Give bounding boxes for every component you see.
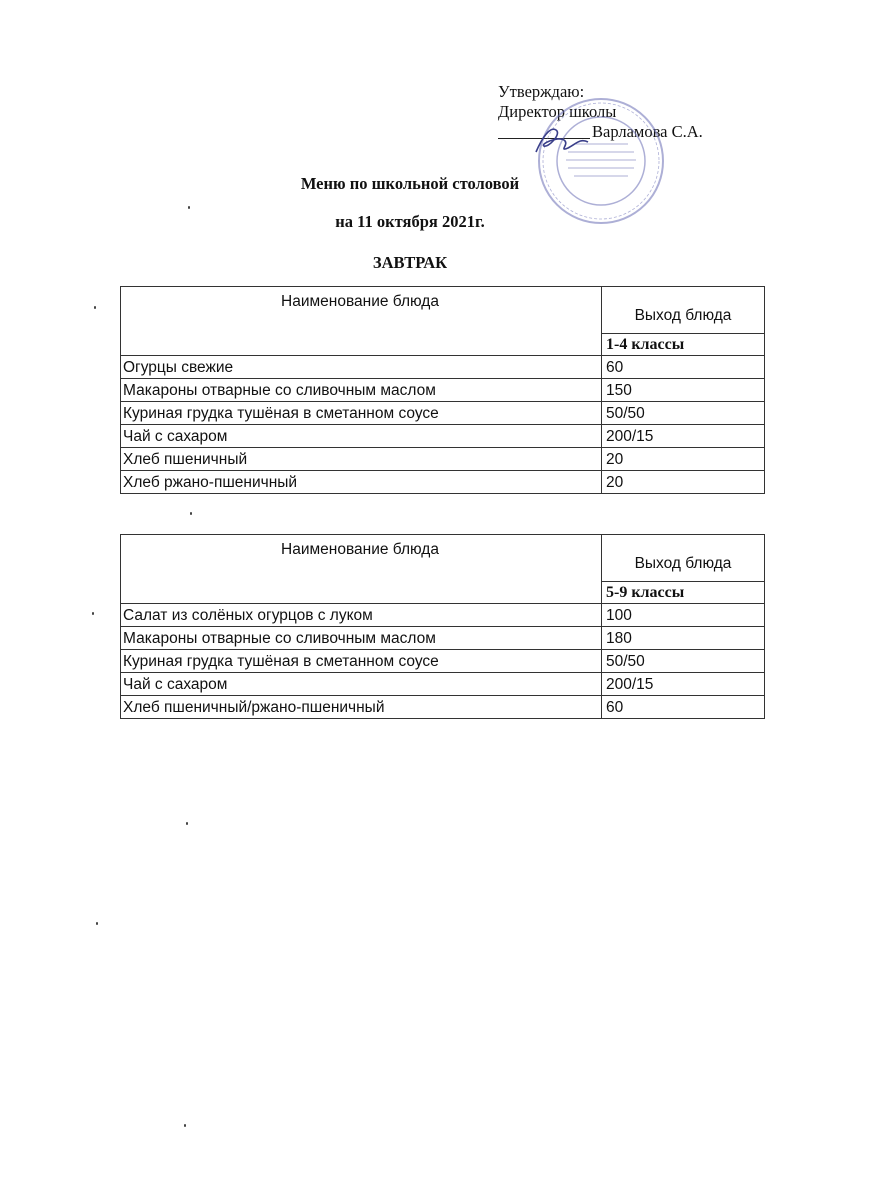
menu-title: Меню по школьной столовой <box>300 174 520 193</box>
table-row <box>121 696 765 719</box>
table-header-row <box>121 535 765 582</box>
table-row <box>121 604 765 627</box>
dish-name: Макароны отварные со сливочным маслом <box>121 627 602 650</box>
dish-yield: 20 <box>602 448 765 471</box>
scan-speck <box>186 822 188 825</box>
scan-speck <box>92 612 94 615</box>
dish-yield: 50/50 <box>602 650 765 673</box>
menu-date: на 11 октября 2021г. <box>335 212 485 231</box>
dish-yield: 180 <box>602 627 765 650</box>
dish-yield: 200/15 <box>602 425 765 448</box>
menu-table-5-9 <box>120 534 765 719</box>
director-signature <box>528 118 598 162</box>
dish-yield: 60 <box>602 356 765 379</box>
dish-yield: 150 <box>602 379 765 402</box>
col-header-yield: Выход блюда <box>602 535 765 582</box>
col-header-yield: Выход блюда <box>602 287 765 334</box>
dish-yield: 20 <box>602 471 765 494</box>
dish-name: Чай с сахаром <box>121 673 602 696</box>
class-group-label: 1-4 классы <box>602 334 765 356</box>
scan-speck <box>96 922 98 925</box>
table-row <box>121 471 765 494</box>
dish-name: Хлеб пшеничный/ржано-пшеничный <box>121 696 602 719</box>
table-row <box>121 425 765 448</box>
dish-name: Салат из солёных огурцов с луком <box>121 604 602 627</box>
table-body <box>121 604 765 719</box>
dish-name: Хлеб ржано-пшеничный <box>121 471 602 494</box>
dish-name: Чай с сахаром <box>121 425 602 448</box>
table-row <box>121 379 765 402</box>
scan-speck <box>188 206 190 209</box>
approval-line1: Утверждаю: <box>498 82 585 101</box>
class-group-label: 5-9 классы <box>602 582 765 604</box>
dish-yield: 200/15 <box>602 673 765 696</box>
dish-name: Хлеб пшеничный <box>121 448 602 471</box>
col-header-name: Наименование блюда <box>121 287 602 356</box>
dish-yield: 60 <box>602 696 765 719</box>
col-header-name: Наименование блюда <box>121 535 602 604</box>
table-header-row <box>121 287 765 334</box>
dish-name: Макароны отварные со сливочным маслом <box>121 379 602 402</box>
menu-table-1-4 <box>120 286 765 494</box>
scan-speck <box>94 306 96 309</box>
approval-line3: Варламова С.А. <box>592 122 703 141</box>
approval-line2: Директор школы <box>498 102 617 121</box>
dish-name: Куриная грудка тушёная в сметанном соусе <box>121 650 602 673</box>
table-row <box>121 627 765 650</box>
table-row <box>121 448 765 471</box>
meal-title: ЗАВТРАК <box>372 253 448 272</box>
table-row <box>121 673 765 696</box>
table-row <box>121 402 765 425</box>
table-row <box>121 650 765 673</box>
scan-speck <box>190 512 192 515</box>
table-body <box>121 356 765 494</box>
scan-speck <box>184 1124 186 1127</box>
table-row <box>121 356 765 379</box>
dish-yield: 100 <box>602 604 765 627</box>
dish-name: Огурцы свежие <box>121 356 602 379</box>
dish-yield: 50/50 <box>602 402 765 425</box>
dish-name: Куриная грудка тушёная в сметанном соусе <box>121 402 602 425</box>
